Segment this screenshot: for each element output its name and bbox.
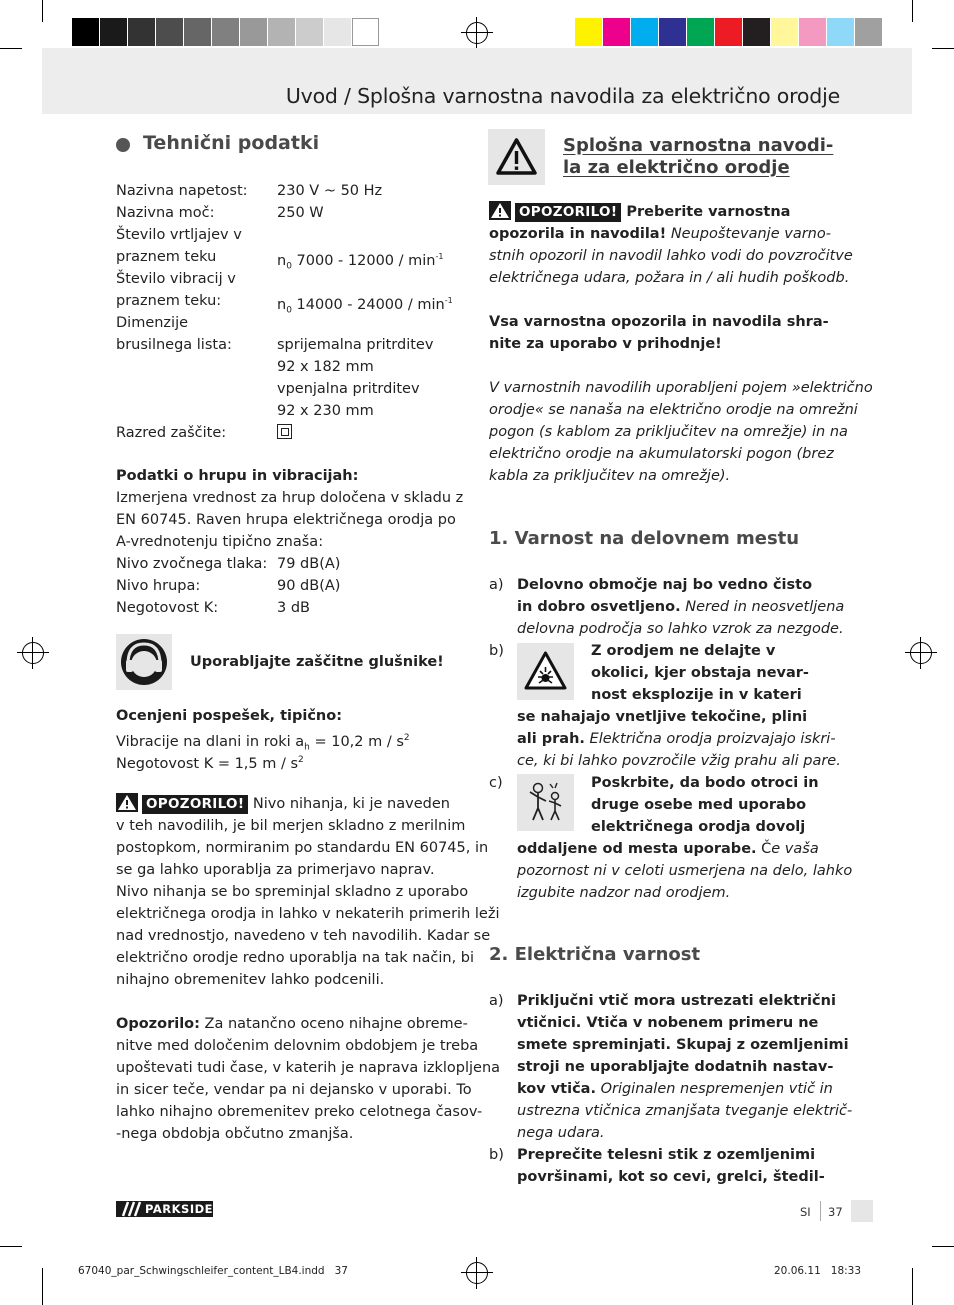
crop-mark xyxy=(42,0,43,22)
spec-label: Dimenzije xyxy=(116,315,189,331)
noise-value: 90 dB(A) xyxy=(277,578,341,594)
right-warning-line: OPOZORILO! Preberite varnostna xyxy=(489,201,790,223)
spec-label: Razred zaščite: xyxy=(116,425,227,441)
color-swatch xyxy=(100,18,127,46)
text-line: V varnostnih navodilih uporabljeni pojem »električno xyxy=(489,380,873,396)
warning-badge: OPOZORILO! xyxy=(142,795,248,814)
spec-value: 230 V ~ 50 Hz xyxy=(277,183,383,199)
item-1c-italic-2: izgubite nadzor nad orodjem. xyxy=(517,885,731,901)
registration-mark-icon xyxy=(910,642,932,664)
text-line: upoštevati tudi čase, v katerih je naprava izklopljena xyxy=(116,1060,501,1076)
text-line: pogon (s kablom za priključitev na omrežje) in na xyxy=(489,424,848,440)
page-tab xyxy=(851,1200,873,1222)
text-line: se ga lahko uporablja za primerjavo naprav. xyxy=(116,862,435,878)
text-line: električno orodje na akumulatorski pogon (brez xyxy=(489,446,834,462)
explosion-box xyxy=(517,643,574,700)
color-swatch xyxy=(799,18,826,46)
registration-mark-icon xyxy=(466,22,488,44)
spec-label: brusilnega lista: xyxy=(116,337,232,353)
text-line: lahko nihajno obremenitev preko celotnega časov- xyxy=(116,1104,483,1120)
text-line: okolici, kjer obstaja nevar- xyxy=(591,665,809,681)
text-line: stroji ne uporabljajte dodatnih nastav- xyxy=(517,1059,834,1075)
item-1b-line5: ali prah. Električna orodja proizvajajo iskri- xyxy=(517,731,836,747)
text-line: električnega udara, požara in / ali hudih poškodb. xyxy=(489,270,850,286)
spec-value: 250 W xyxy=(277,205,324,221)
ear-protection-icon xyxy=(116,634,172,690)
print-date: 20.06.11 18:33 xyxy=(774,1265,862,1277)
item-2a-line5: kov vtiča. Originalen nespremenjen vtič in xyxy=(517,1081,833,1097)
color-swatch xyxy=(855,18,882,46)
text-line: nitve med določenim delovnim obdobjem je treba xyxy=(116,1038,479,1054)
footer-divider xyxy=(820,1201,821,1221)
color-swatch xyxy=(184,18,211,46)
text-line: -nega obdobja občutno zmanjša. xyxy=(116,1126,354,1142)
section-title-workplace-safety: 1. Varnost na delovnem mestu xyxy=(489,528,800,549)
warning-badge: OPOZORILO! xyxy=(515,203,621,222)
text-line: v teh navodilih, je bil merjen skladno z merilnim xyxy=(116,818,466,834)
spec-value: 92 x 230 mm xyxy=(277,403,374,419)
protection-class-icon xyxy=(277,424,292,439)
text-line: nite za uporabo v prihodnje! xyxy=(489,336,722,352)
note-line: Opozorilo: Za natančno oceno nihajne obreme- xyxy=(116,1016,468,1032)
item-1b-italic: ce, ki bi lahko povzročile vžig prahu ali pare. xyxy=(517,753,841,769)
crop-mark xyxy=(0,48,22,49)
crop-mark xyxy=(42,1268,43,1305)
text-line: vtičnici. Vtiča v nobenem primeru ne xyxy=(517,1015,819,1031)
color-swatch xyxy=(72,18,99,46)
ear-protection-box xyxy=(116,634,172,690)
crop-mark xyxy=(0,1246,22,1247)
general-warning-box xyxy=(488,129,545,185)
color-swatch xyxy=(352,18,379,46)
text-line: Izmerjena vrednost za hrup določena v skladu z xyxy=(116,490,464,506)
spec-label: Nazivna moč: xyxy=(116,205,215,221)
noise-label: Negotovost K: xyxy=(116,600,219,616)
section-title-general-safety: Splošna varnostna navodi- la za električno orodje xyxy=(563,135,834,178)
page-number: 37 xyxy=(828,1205,843,1219)
text-line: električno orodje redno uporablja na tak način, bi xyxy=(116,950,475,966)
color-swatch xyxy=(715,18,742,46)
color-swatch xyxy=(240,18,267,46)
text-line: nost eksplozije in v kateri xyxy=(591,687,802,703)
noise-heading: Podatki o hrupu in vibracijah: xyxy=(116,468,359,484)
right-warning-line-2: opozorila in navodila! Neupoštevanje varno- xyxy=(489,226,831,242)
text-line: Priključni vtič mora ustrezati električni xyxy=(517,993,836,1009)
noise-value: 3 dB xyxy=(277,600,310,616)
text-line: se nahajajo vnetljive tekočine, plini xyxy=(517,709,808,725)
noise-label: Nivo hrupa: xyxy=(116,578,201,594)
color-swatch xyxy=(827,18,854,46)
page-title: Uvod / Splošna varnostna navodila za električno orodje xyxy=(285,84,840,108)
item-letter: b) xyxy=(489,1147,504,1163)
spec-label: Število vrtljajev v xyxy=(116,227,242,243)
color-swatch xyxy=(575,18,602,46)
color-swatch xyxy=(743,18,770,46)
keep-children-away-icon xyxy=(517,774,574,831)
spec-value: 92 x 182 mm xyxy=(277,359,374,375)
text-line: nihajno obremenitev lahko podcenili. xyxy=(116,972,385,988)
text-line: Preprečite telesni stik z ozemljenimi xyxy=(517,1147,816,1163)
spec-label: praznem teku: xyxy=(116,293,222,309)
explosion-hazard-icon xyxy=(517,643,574,700)
crop-mark xyxy=(932,48,954,49)
spec-label: Število vibracij v xyxy=(116,271,236,287)
item-1a-bold: Delovno območje naj bo vedno čisto xyxy=(517,577,813,593)
warning-line: OPOZORILO! Nivo nihanja, ki je naveden xyxy=(116,793,450,815)
spec-value: $n_0$ $14000 - 24000 / \min^{-1}$ xyxy=(277,296,453,316)
language-code: SI xyxy=(800,1205,811,1219)
spec-label: praznem teku xyxy=(116,249,217,265)
acceleration-uncertainty: Negotovost K = 1,5 m / $s^2$ xyxy=(116,755,304,772)
noise-label: Nivo zvočnega tlaka: xyxy=(116,556,268,572)
item-1a-italic: delovna področja so lahko vzrok za nezgode. xyxy=(517,621,844,637)
text-line: električnega orodja in lahko v nekaterih primerih leži xyxy=(116,906,500,922)
color-swatch xyxy=(324,18,351,46)
text-line: Poskrbite, da bodo otroci in xyxy=(591,775,819,791)
item-1c-line4: oddaljene od mesta uporabe. Če vaša xyxy=(517,841,819,857)
color-swatch xyxy=(268,18,295,46)
item-1c-italic-1: pozornost ni v celoti usmerjena na delo, lahko xyxy=(517,863,853,879)
registration-mark-icon xyxy=(466,1262,488,1284)
item-letter: b) xyxy=(489,643,504,659)
ear-protection-note: Uporabljajte zaščitne glušnike! xyxy=(190,654,444,670)
text-line: kabla za priključitev na omrežje). xyxy=(489,468,731,484)
text-line: postopkom, normiranim po standardu EN 60745, in xyxy=(116,840,489,856)
text-line: EN 60745. Raven hrupa električnega orodja po xyxy=(116,512,456,528)
text-line: stnih opozoril in navodil lahko vodi do povzročitve xyxy=(489,248,853,264)
color-swatch xyxy=(603,18,630,46)
color-swatch xyxy=(296,18,323,46)
item-letter: c) xyxy=(489,775,503,791)
item-letter: a) xyxy=(489,993,504,1009)
text-line: orodje« se nanaša na električno orodje na omrežni xyxy=(489,402,858,418)
warning-triangle-icon xyxy=(488,129,545,185)
spec-value: sprijemalna pritrditev xyxy=(277,337,434,353)
text-line: druge osebe med uporabo xyxy=(591,797,807,813)
item-1a-line2: in dobro osvetljeno. Nered in neosvetljena xyxy=(517,599,845,615)
text-line: nad vrednostjo, navedeno v teh navodilih. Kadar se xyxy=(116,928,491,944)
warning-triangle-icon xyxy=(116,793,138,812)
color-swatch xyxy=(687,18,714,46)
text-line: Nivo nihanja se bo spreminjal skladno z uporabo xyxy=(116,884,469,900)
section-title-electrical-safety: 2. Električna varnost xyxy=(489,944,701,965)
registration-mark-icon xyxy=(22,642,44,664)
text-line: in sicer teče, vendar pa ni dejansko v uporabi. To xyxy=(116,1082,472,1098)
bystanders-box xyxy=(517,774,574,831)
spec-value: vpenjalna pritrditev xyxy=(277,381,420,397)
acceleration-heading: Ocenjeni pospešek, tipično: xyxy=(116,708,343,724)
text-line: električnega orodja dovolj xyxy=(591,819,806,835)
color-swatch xyxy=(128,18,155,46)
noise-value: 79 dB(A) xyxy=(277,556,341,572)
brand-logo: PARKSIDE xyxy=(116,1201,213,1217)
color-swatch xyxy=(659,18,686,46)
text-line: Vsa varnostna opozorila in navodila shra- xyxy=(489,314,829,330)
bullet-icon xyxy=(116,138,130,152)
item-2a-italic-2: nega udara. xyxy=(517,1125,605,1141)
color-swatch xyxy=(212,18,239,46)
color-swatch xyxy=(771,18,798,46)
item-2a-italic-1: ustrezna vtičnica zmanjšata tveganje električ- xyxy=(517,1103,853,1119)
file-info: 67040_par_Schwingschleifer_content_LB4.indd 37 xyxy=(78,1265,348,1277)
color-swatch xyxy=(631,18,658,46)
crop-mark xyxy=(912,0,913,22)
text-line: površinami, kot so cevi, grelci, štedil- xyxy=(517,1169,825,1185)
text-line: A-vrednotenju tipično znaša: xyxy=(116,534,324,550)
acceleration-hand-arm: Vibracije na dlani in roki $a_h = 10,2$ m / $s^2$ xyxy=(116,733,410,753)
crop-mark xyxy=(932,1246,954,1247)
spec-label: Nazivna napetost: xyxy=(116,183,248,199)
text-line: Z orodjem ne delajte v xyxy=(591,643,776,659)
color-swatch xyxy=(156,18,183,46)
warning-triangle-icon xyxy=(489,201,511,220)
text-line: smete spreminjati. Skupaj z ozemljenimi xyxy=(517,1037,849,1053)
item-letter: a) xyxy=(489,577,504,593)
crop-mark xyxy=(912,1268,913,1305)
section-title-technical-data: Tehnični podatki xyxy=(143,132,320,154)
spec-value: $n_0$ $7000 - 12000 / \min^{-1}$ xyxy=(277,252,444,272)
